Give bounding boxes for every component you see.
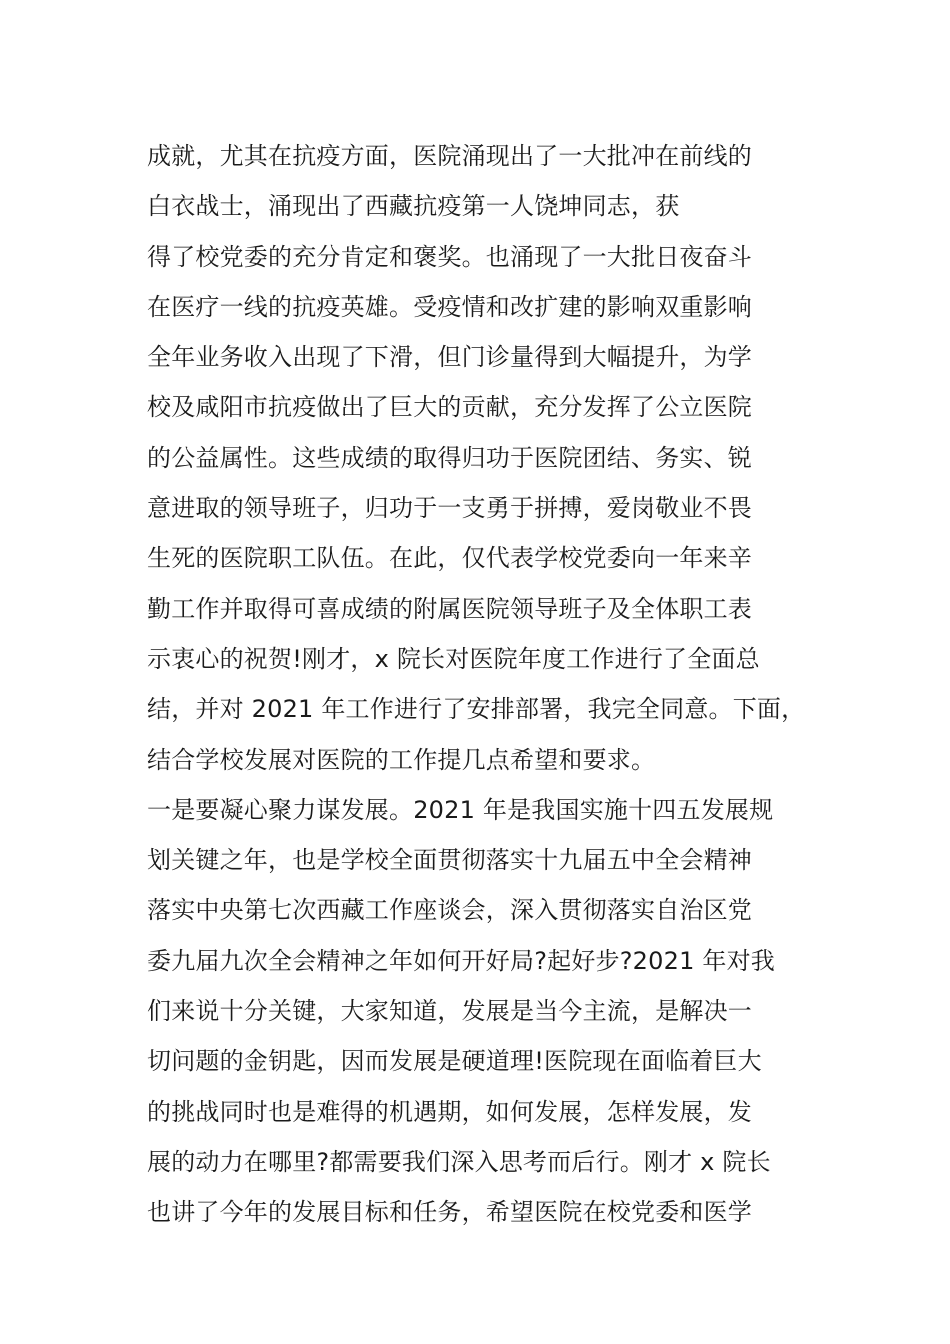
text-line: 展的动力在哪里?都需要我们深入思考而后行。刚才 x 院长 (147, 1147, 771, 1176)
text-line: 的公益属性。这些成绩的取得归功于医院团结、务实、锐 (147, 443, 752, 472)
text-line: 成就，尤其在抗疫方面，医院涌现出了一大批冲在前线的 (147, 142, 752, 170)
text-line: 切问题的金钥匙，因而发展是硬道理!医院现在面临着巨大 (147, 1047, 762, 1076)
body-text (147, 131, 817, 1238)
text-line: 校及咸阳市抗疫做出了巨大的贡献，充分发挥了公立医院 (147, 393, 752, 422)
text-line: 们来说十分关键，大家知道，发展是当今主流，是解决一 (147, 997, 752, 1026)
text-line: 意进取的领导班子，归功于一支勇于拼搏，爱岗敬业不畏 (147, 494, 752, 523)
text-line: 勤工作并取得可喜成绩的附属医院领导班子及全体职工表 (147, 594, 752, 623)
text-line: 全年业务收入出现了下滑，但门诊量得到大幅提升，为学 (147, 343, 752, 372)
text-line: 一是要凝心聚力谋发展。2021 年是我国实施十四五发展规 (147, 795, 774, 824)
text-line: 划关键之年，也是学校全面贯彻落实十九届五中全会精神 (147, 846, 752, 875)
text-line: 的挑战同时也是难得的机遇期，如何发展，怎样发展，发 (147, 1097, 752, 1126)
text-line: 委九届九次全会精神之年如何开好局?起好步?2021 年对我 (147, 946, 775, 975)
text-line: 也讲了今年的发展目标和任务，希望医院在校党委和医学 (147, 1198, 752, 1227)
text-line: 结合学校发展对医院的工作提几点希望和要求。 (147, 745, 656, 774)
text-line: 在医疗一线的抗疫英雄。受疫情和改扩建的影响双重影响 (147, 292, 752, 321)
text-line: 得了校党委的充分肯定和褒奖。也涌现了一大批日夜奋斗 (147, 242, 752, 271)
text-line: 落实中央第七次西藏工作座谈会，深入贯彻落实自治区党 (147, 896, 752, 925)
text-line: 白衣战士，涌现出了西藏抗疫第一人饶坤同志，获 (147, 192, 680, 221)
text-line: 示衷心的祝贺!刚才，x 院长对医院年度工作进行了全面总 (147, 644, 760, 673)
text-line: 结，并对 2021 年工作进行了安排部署，我完全同意。下面， (147, 695, 806, 724)
text-line: 生死的医院职工队伍。在此，仅代表学校党委向一年来辛 (147, 544, 752, 573)
